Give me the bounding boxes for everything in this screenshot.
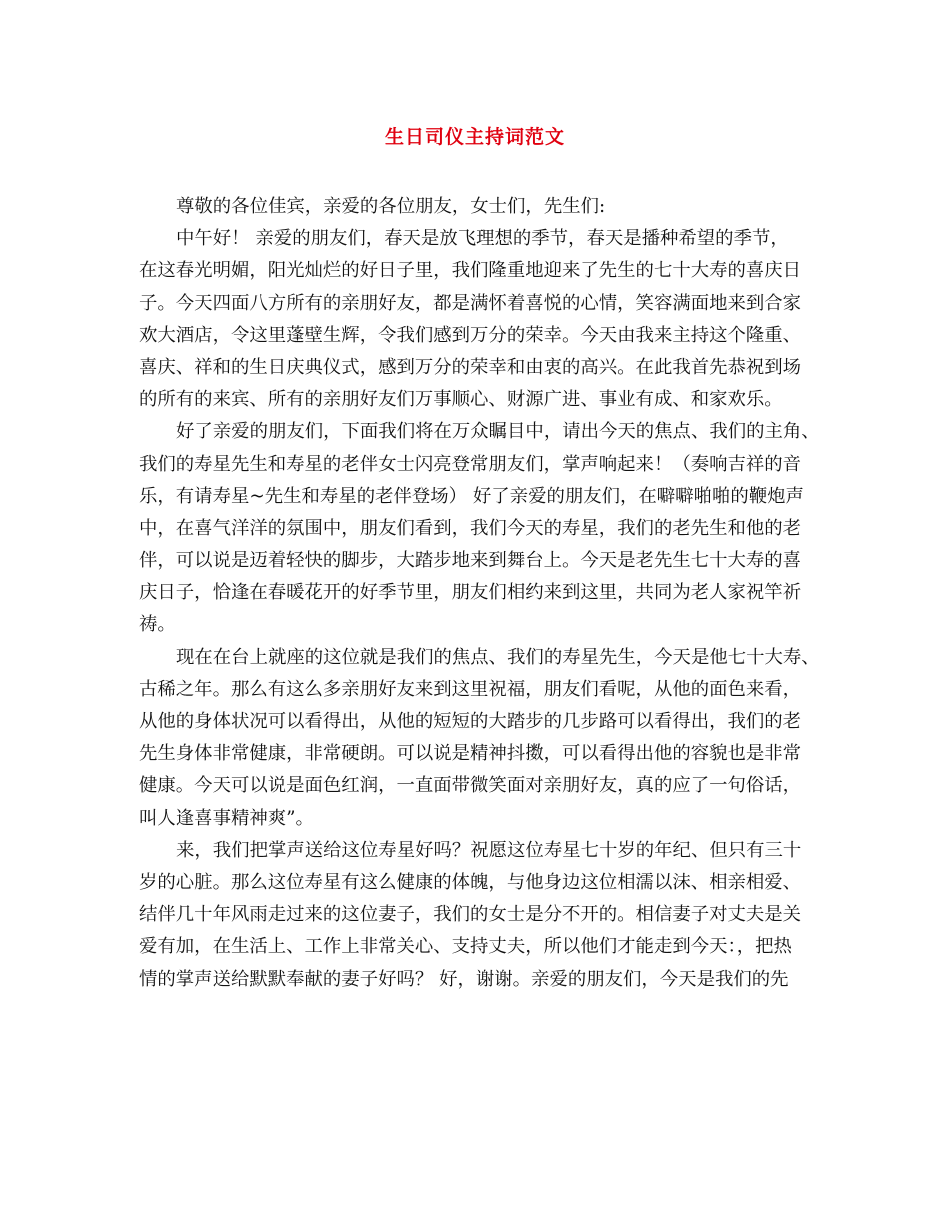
body-line: 中，在喜气洋洋的氛围中，朋友们看到，我们今天的寿星，我们的老先生和他的老 xyxy=(139,517,802,539)
body-line: 岁的心脏。那么这位寿星有这么健康的体魄，与他身边这位相濡以沫、相亲相爱、 xyxy=(139,871,802,893)
body-line: 爱有加，在生活上、工作上非常关心、支持丈夫，所以他们才能走到今天：，把热 xyxy=(139,936,792,958)
body-line: 中午好！ 亲爱的朋友们，春天是放飞理想的季节，春天是播种希望的季节， xyxy=(176,228,789,250)
body-line: 叫人逢喜事精神爽”。 xyxy=(139,807,314,829)
body-line: 健康。今天可以说是面色红润，一直面带微笑面对亲朋好友，真的应了一句俗话， xyxy=(139,775,802,797)
body-line: 伴，可以说是迈着轻快的脚步，大踏步地来到舞台上。今天是老先生七十大寿的喜 xyxy=(139,550,802,572)
body-line: 尊敬的各位佳宾，亲爱的各位朋友，女士们，先生们: xyxy=(176,196,606,217)
body-line: 喜庆、祥和的生日庆典仪式，感到万分的荣幸和由衷的高兴。在此我首先恭祝到场 xyxy=(139,356,802,378)
body-line: 的所有的来宾、所有的亲朋好友们万事顺心、财源广进、事业有成、和家欢乐。 xyxy=(139,389,783,411)
body-line: 庆日子，恰逢在春暖花开的好季节里，朋友们相约来到这里，共同为老人家祝竿祈 xyxy=(139,582,802,604)
body-line: 结伴几十年风雨走过来的这位妻子，我们的女士是分不开的。相信妻子对丈夫是关 xyxy=(139,904,802,926)
body-line: 好了亲爱的朋友们，下面我们将在万众瞩目中，请出今天的焦点、我们的主角、 xyxy=(176,421,820,443)
body-line: 先生身体非常健康，非常硬朗。可以说是精神抖擞，可以看得出他的容貌也是非常 xyxy=(139,743,802,765)
body-line: 祷。 xyxy=(139,614,176,636)
body-line: 我们的寿星先生和寿星的老伴女士闪亮登常朋友们，掌声响起来！（奏响吉祥的音 xyxy=(139,453,802,475)
body-line: 子。今天四面八方所有的亲朋好友，都是满怀着喜悦的心情，笑容满面地来到合家 xyxy=(139,292,802,314)
body-line: 来，我们把掌声送给这位寿星好吗？祝愿这位寿星七十岁的年纪、但只有三十 xyxy=(176,839,802,861)
body-line: 古稀之年。那么有这么多亲朋好友来到这里祝福，朋友们看呢，从他的面色来看， xyxy=(139,678,802,700)
body-line: 欢大酒店，令这里蓬壁生辉，令我们感到万分的荣幸。今天由我来主持这个隆重、 xyxy=(139,324,802,346)
document-title: 生日司仪主持词范文 xyxy=(384,126,565,148)
body-line: 情的掌声送给默默奉献的妻子好吗？ 好，谢谢。亲爱的朋友们，今天是我们的先 xyxy=(139,968,789,990)
body-line: 从他的身体状况可以看得出，从他的短短的大踏步的几步路可以看得出，我们的老 xyxy=(139,711,802,732)
body-line: 在这春光明媚，阳光灿烂的好日子里，我们隆重地迎来了先生的七十大寿的喜庆日 xyxy=(139,260,802,282)
body-line: 现在在台上就座的这位就是我们的焦点、我们的寿星先生，今天是他七十大寿、 xyxy=(176,646,820,668)
document-body xyxy=(139,191,829,996)
body-line: 乐，有请寿星~先生和寿星的老伴登场） 好了亲爱的朋友们，在噼噼啪啪的鞭炮声 xyxy=(139,485,804,507)
